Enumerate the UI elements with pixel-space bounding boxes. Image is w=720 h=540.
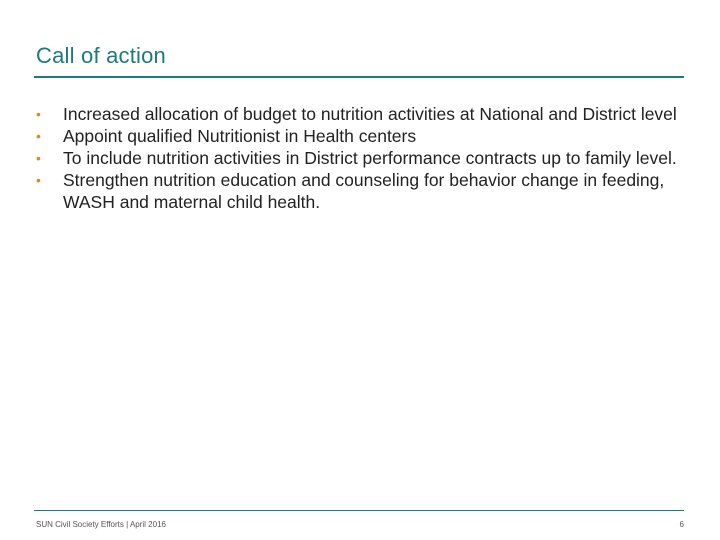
- bullet-item: [36, 169, 686, 213]
- slide-title: Call of action: [36, 43, 166, 68]
- bullet-icon: •: [36, 172, 41, 188]
- bullet-text: Increased allocation of budget to nutrition activities at National and District level: [63, 104, 677, 124]
- bullet-icon: •: [36, 106, 41, 122]
- footer-divider: [34, 510, 684, 511]
- footer-text: SUN Civil Society Efforts | April 2016: [36, 520, 166, 529]
- bullet-text: Appoint qualified Nutritionist in Health centers: [63, 126, 417, 146]
- bullet-icon: •: [36, 150, 41, 166]
- bullet-icon: •: [36, 128, 41, 144]
- bullet-list: [36, 103, 686, 213]
- bullet-text: Strengthen nutrition education and counseling for behavior change in feeding, WASH and maternal child health.: [63, 170, 665, 212]
- bullet-item: [36, 125, 686, 147]
- bullet-text: To include nutrition activities in District performance contracts up to family level.: [63, 148, 677, 168]
- bullet-item: [36, 103, 686, 125]
- title-divider: [34, 76, 684, 78]
- page-number: 6: [679, 520, 684, 529]
- bullet-item: [36, 147, 686, 169]
